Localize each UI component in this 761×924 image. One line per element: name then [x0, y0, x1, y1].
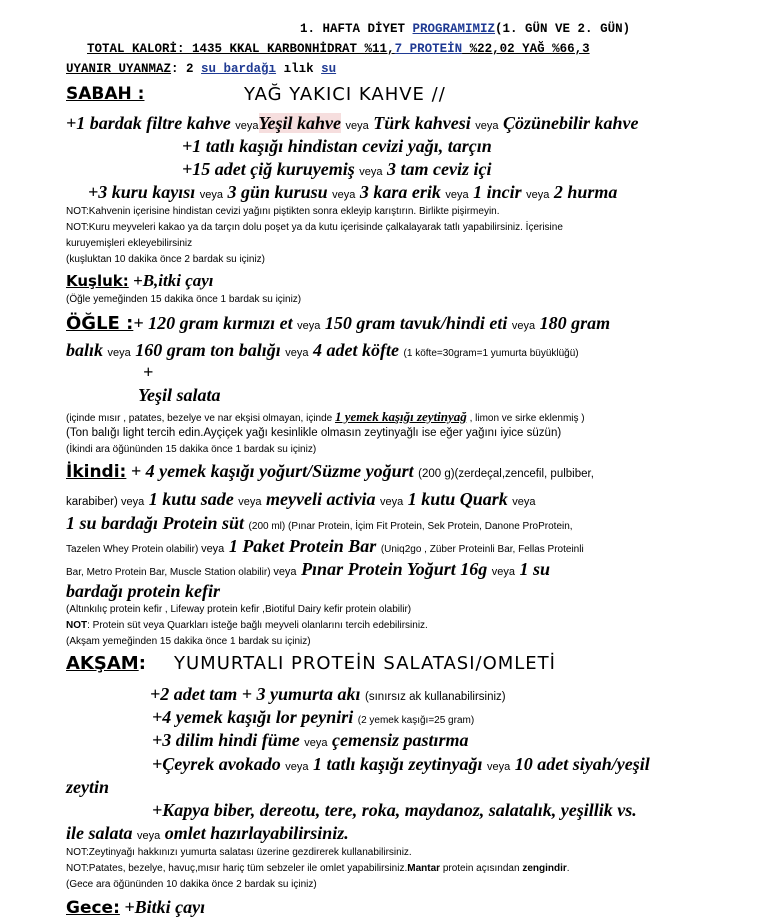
sabah-note-3: (kuşluktan 10 dakika önce 2 bardak su içiniz): [66, 254, 265, 265]
ikindi-note-3: (Akşam yemeğinden 15 dakika önce 1 bardak su içiniz): [66, 636, 311, 647]
raw-nuts: +15 adet çiğ kuruyemiş: [182, 159, 360, 179]
aksam-line-3: [152, 730, 469, 751]
avocado: +Çeyrek avokado: [152, 754, 286, 774]
macros-line: [87, 42, 590, 56]
aksam-title: YUMURTALI PROTEİN SALATASI/OMLETİ: [174, 653, 556, 674]
or-word: veya: [491, 566, 516, 578]
gece-heading: Gece:: [66, 898, 120, 918]
title-days: (1. GÜN VE 2. GÜN): [495, 22, 631, 36]
wake-part: : 2: [171, 62, 202, 76]
or-word: veya: [304, 737, 328, 749]
coffee-instant: Çözünebilir kahve: [498, 113, 639, 133]
tuna: 160 gram ton balığı: [130, 340, 286, 360]
sabah-line-4: [88, 182, 617, 203]
sabah-note-2b: kuruyemişleri ekleyebilirsiniz: [66, 238, 193, 249]
or-word: veya: [526, 189, 550, 201]
veg-note: NOT:Patates, bezelye, havuç,mısır hariç tüm sebzeler ile omlet yapabilirsiniz.: [66, 863, 408, 874]
macros-kcal: TOTAL KALORİ: 1435 KKAL KARBONHİDRAT %11,: [87, 42, 395, 56]
eggs: +2 adet tam + 3 yumurta akı: [150, 684, 366, 704]
or-word: veya: [475, 120, 499, 132]
or-word: veya: [511, 320, 536, 332]
or-word: veya: [512, 496, 536, 508]
ogle-note-3: (İkindi ara öğününden 15 dakika önce 1 bardak su içiniz): [66, 444, 317, 455]
green-salad: Yeşil salata: [138, 385, 221, 405]
coffee-green: Yeşil kahve: [258, 113, 341, 133]
or-word: veya: [297, 320, 321, 332]
ikindi-line-1: [66, 461, 594, 482]
aksam-note-2: [66, 863, 570, 874]
gece-line: [66, 897, 205, 918]
or-word: veya: [445, 189, 469, 201]
yogurt-spices: (200 g)(zerdeçal,zencefil, pulbiber,: [418, 468, 594, 480]
wake-up-line: [66, 62, 336, 76]
kusluk-line: [66, 271, 214, 291]
macros-fat: %22,02 YAĞ %66,3: [462, 42, 590, 56]
plain-cup: 1 kutu sade: [144, 489, 239, 509]
fruit-activia: meyveli activia: [261, 489, 380, 509]
olive-oil-spoon: 1 yemek kaşığı zeytinyağ: [335, 409, 467, 424]
wake-water: su: [321, 62, 337, 76]
or-word: veya: [201, 543, 225, 555]
curd-note: (2 yemek kaşığı=25 gram): [357, 715, 475, 726]
sabah-note-1: NOT:Kahvenin içerisine hindistan cevizi yağını piştikten sonra ekleyip karıştırın. Birlikte pişirmeyin.: [66, 206, 500, 217]
egg-white-note: (sınırsız ak kullanabilirsiniz): [365, 691, 506, 703]
ikindi-line-4: [66, 536, 584, 557]
ikindi-line-2: [66, 489, 536, 510]
olives: 10 adet siyah/yeşil: [510, 754, 650, 774]
or-word: veya: [332, 189, 356, 201]
aksam-line-6: +Kapya biber, dereotu, tere, roka, maydanoz, salatalık, yeşillik vs.: [152, 800, 637, 820]
salad-note-end: , limon ve sirke eklenmiş ): [466, 413, 585, 424]
note-text: : Protein süt veya Quarkları isteğe bağlı meyveli olanlarını tercih edebilirsiniz.: [87, 620, 428, 631]
quark: 1 kutu Quark: [403, 489, 513, 509]
kusluk-heading: Kuşluk:: [66, 272, 129, 290]
meatballs: 4 adet köfte: [308, 340, 404, 360]
whey-note: Tazelen Whey Protein olabilir): [66, 544, 202, 555]
macros-protein: 7 PROTEİN: [394, 42, 463, 56]
or-word: veya: [199, 189, 224, 201]
sabah-line-3: [182, 159, 491, 180]
black-plum: 3 kara erik: [355, 182, 446, 202]
aksam-colon: :: [138, 653, 146, 674]
protein-yogurt: Pınar Protein Yoğurt 16g: [296, 559, 492, 579]
fish: balık: [66, 340, 108, 360]
protein-milk-brands: (200 ml) (Pınar Protein, İçim Fit Protein, Sek Protein, Danone ProProtein,: [248, 521, 573, 532]
omelette-option: omlet hazırlayabilirsiniz.: [160, 823, 349, 843]
salad-note: (içinde mısır , patates, bezelye ve nar ekşisi olmayan, içinde: [66, 413, 336, 424]
date-fruit: 2 hurma: [549, 182, 618, 202]
sabah-note-2a: NOT:Kuru meyveleri kakao ya da tarçın dolu poşet ya da kutu içerisinde çalkalayarak tatlı yapabilirsiniz. İçerisine: [66, 222, 563, 233]
fig: 1 incir: [468, 182, 527, 202]
protein-bar-brands: (Uniq2go , Züber Proteinli Bar, Fellas Proteinli: [380, 544, 584, 555]
aksam-line-1: [150, 684, 506, 705]
aksam-note-1: NOT:Zeytinyağı hakkınızı yumurta salatası üzerine gezdirerek kullanabilirsiniz.: [66, 847, 412, 858]
olive-oil: 1 tatlı kaşığı zeytinyağı: [308, 754, 487, 774]
or-word: veya: [285, 761, 309, 773]
ikindi-note-2: [66, 620, 428, 631]
gece-item: +Bitki çayı: [119, 897, 206, 917]
title-link: PROGRAMIMIZ: [412, 22, 496, 36]
kusluk-item: +B,itki çayı: [128, 271, 214, 290]
wake-part: ılık: [276, 62, 322, 76]
or-word: veya: [137, 830, 161, 842]
red-meat: + 120 gram kırmızı et: [133, 313, 298, 333]
aksam-line-4: [152, 754, 650, 775]
or-word: veya: [359, 166, 383, 178]
bar-brands-end: Bar, Metro Protein Bar, Muscle Station olabilir): [66, 567, 274, 578]
wake-glass: su bardağı: [201, 62, 277, 76]
aksam-heading: AKŞAM: [66, 653, 139, 674]
or-word: veya: [486, 761, 511, 773]
ogle-heading: ÖĞLE :: [66, 313, 134, 334]
or-word: veya: [107, 347, 131, 359]
or-word: veya: [238, 496, 262, 508]
note-label: NOT: [66, 620, 88, 631]
yogurt: + 4 yemek kaşığı yoğurt/Süzme yoğurt: [126, 461, 419, 481]
or-word: veya: [120, 496, 145, 508]
sabah-title: YAĞ YAKICI KAHVE //: [244, 84, 446, 105]
aksam-line-7: [66, 823, 349, 844]
kusluk-note: (Öğle yemeğinden 15 dakika önce 1 bardak su içiniz): [66, 294, 302, 305]
mushroom: Mantar: [407, 863, 441, 874]
salad-with: ile salata: [66, 823, 137, 843]
or-word: veya: [379, 496, 404, 508]
sabah-line-2: +1 tatlı kaşığı hindistan cevizi yağı, tarçın: [182, 136, 492, 156]
curd-cheese: +4 yemek kaşığı lor peyniri: [152, 707, 358, 727]
meatball-note: (1 köfte=30gram=1 yumurta büyüklüğü): [403, 348, 579, 359]
coffee-filter: +1 bardak filtre kahve: [66, 113, 236, 133]
protein-milk: 1 su bardağı Protein süt: [66, 513, 249, 533]
aksam-note-3: (Gece ara öğününden 10 dakika önce 2 bardak su içiniz): [66, 879, 317, 890]
smoked-turkey: +3 dilim hindi füme: [152, 730, 305, 750]
ikindi-heading: İkindi:: [66, 462, 127, 482]
black-pepper: karabiber): [66, 496, 121, 508]
protein-note: protein açısından: [440, 863, 523, 874]
chicken-turkey: 150 gram tavuk/hindi eti: [320, 313, 512, 333]
aksam-heading-line: [66, 653, 146, 674]
sabah-heading: SABAH :: [66, 84, 145, 104]
ikindi-note-1: (Altınkılıç protein kefir , Lifeway protein kefir ,Biotiful Dairy kefir protein olabilir): [66, 604, 412, 615]
or-word: veya: [273, 566, 297, 578]
fish-amount: 180 gram: [535, 313, 611, 333]
pastrami: çemensiz pastırma: [327, 730, 469, 750]
coffee-turkish: Türk kahvesi: [368, 113, 476, 133]
ogle-line-2: [66, 340, 579, 361]
wake-label: UYANIR UYANMAZ: [66, 62, 172, 76]
title-part: 1. HAFTA DİYET: [300, 22, 413, 36]
ikindi-line-5: [66, 559, 550, 580]
ogle-note-1: [66, 409, 585, 425]
sabah-line-1: [66, 113, 639, 134]
protein-bar: 1 Paket Protein Bar: [224, 536, 381, 556]
ogle-line-1: [66, 313, 610, 334]
sun-dried-plum: 3 gün kurusu: [223, 182, 333, 202]
ogle-note-2: (Ton balığı light tercih edin.Ayçiçek yağı kesinlikle olmasın zeytinyağlı ise eğer yağını iyice süzün): [66, 427, 562, 439]
program-title: [300, 22, 630, 36]
walnuts: 3 tam ceviz içi: [382, 159, 492, 179]
or-word: veya: [285, 347, 309, 359]
rich-word: zengindir: [522, 863, 567, 874]
ikindi-line-3: [66, 513, 573, 534]
kefir-amount: 1 su: [515, 559, 551, 579]
ikindi-line-6: bardağı protein kefir: [66, 581, 221, 601]
or-word: veya: [235, 120, 259, 132]
or-word: veya: [345, 120, 369, 132]
aksam-line-5: zeytin: [66, 777, 109, 797]
aksam-line-2: [152, 707, 474, 728]
ogle-plus: +: [143, 362, 154, 382]
dried-apricot: +3 kuru kayısı: [88, 182, 200, 202]
period: .: [566, 863, 570, 874]
